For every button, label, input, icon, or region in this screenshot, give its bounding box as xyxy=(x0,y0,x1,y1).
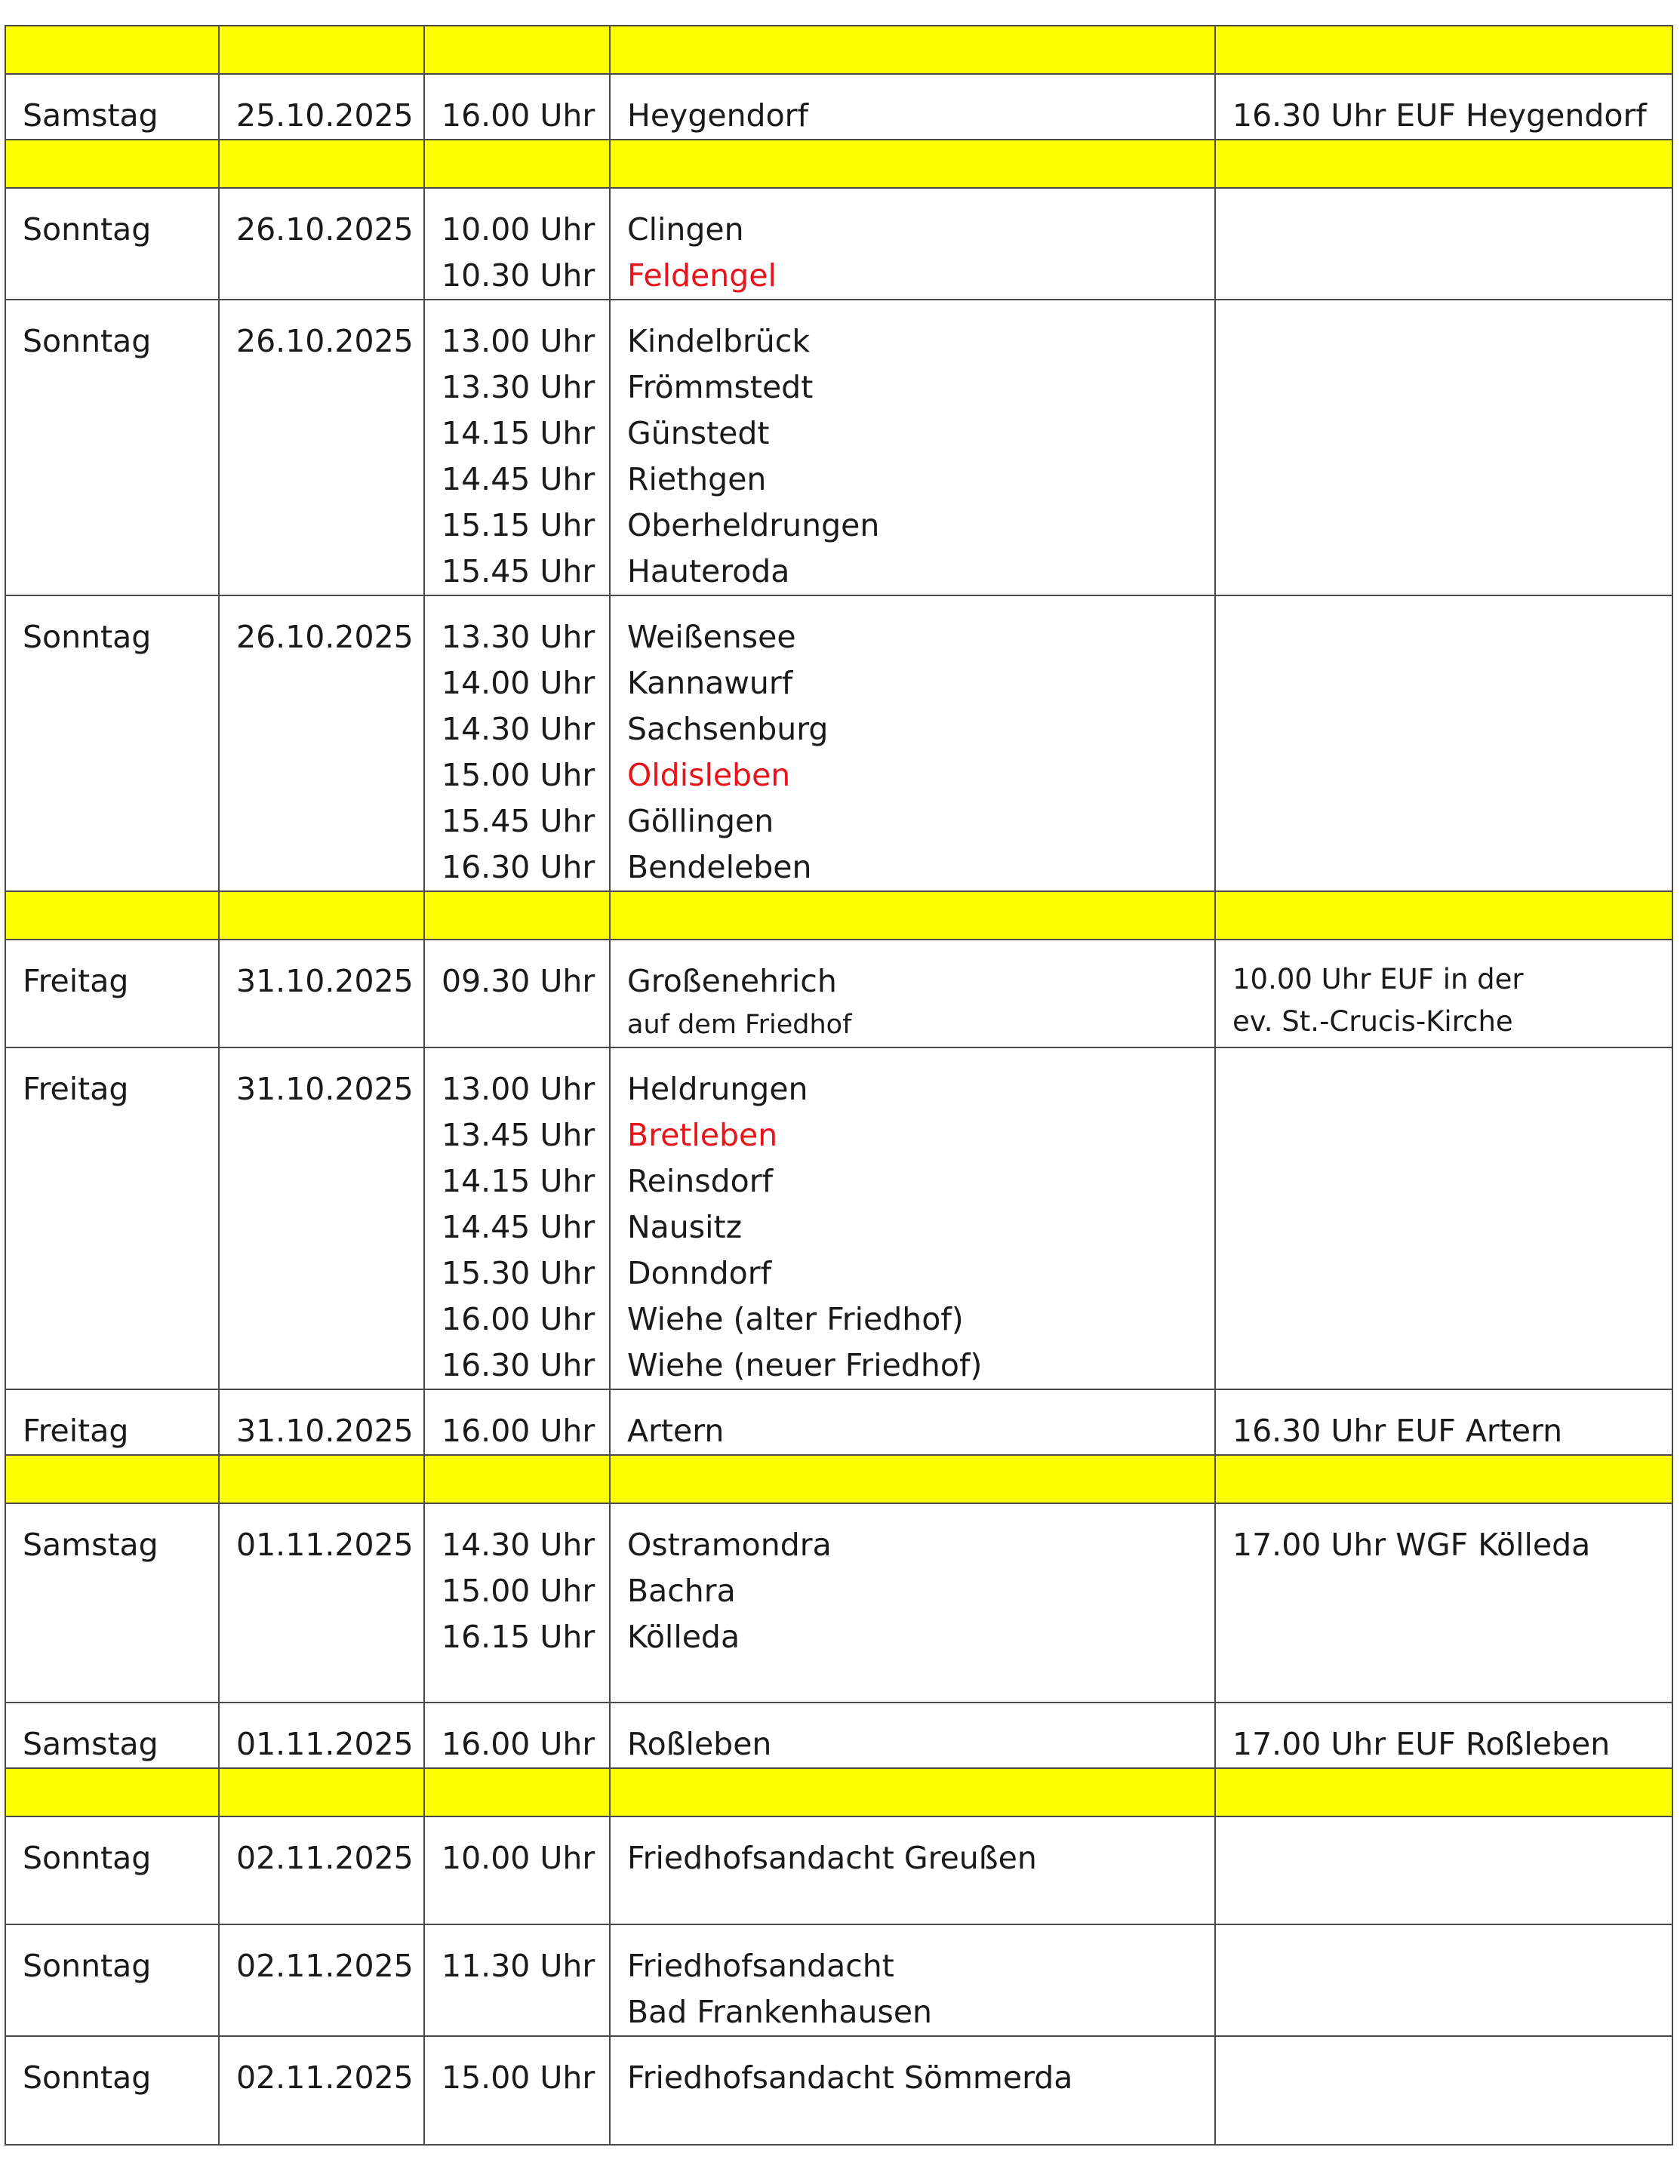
stop-time: 14.15 Uhr xyxy=(442,415,595,451)
place-cell xyxy=(610,1047,1215,1389)
stop-place: Hauteroda xyxy=(627,553,790,589)
note-cell xyxy=(1215,1703,1672,1768)
time-cell xyxy=(424,1503,610,1703)
separator-cell xyxy=(1215,891,1672,940)
stop-time: 16.30 Uhr xyxy=(442,849,595,885)
separator-cell xyxy=(610,140,1215,188)
note-cell xyxy=(1215,188,1672,300)
stop-time: 15.00 Uhr xyxy=(442,1573,595,1609)
stop-time: 16.00 Uhr xyxy=(442,97,595,134)
separator-cell xyxy=(219,1455,424,1503)
stop-time: 10.00 Uhr xyxy=(442,1840,595,1876)
separator-cell xyxy=(424,1768,610,1816)
stop-place: Wiehe (alter Friedhof) xyxy=(627,1301,964,1337)
place-cell xyxy=(610,595,1215,891)
separator-cell xyxy=(219,1768,424,1816)
day-cell: Freitag xyxy=(5,1389,219,1455)
stop-time: 10.30 Uhr xyxy=(442,257,595,294)
separator-cell xyxy=(1215,140,1672,188)
time-cell xyxy=(424,1047,610,1389)
stop-time: 13.30 Uhr xyxy=(442,619,595,655)
stop-time: 16.00 Uhr xyxy=(442,1301,595,1337)
stop-place: Ostramondra xyxy=(627,1527,832,1563)
note-line: 17.00 Uhr EUF Roßleben xyxy=(1232,1726,1611,1762)
separator-cell xyxy=(5,1768,219,1816)
place-cell xyxy=(610,300,1215,595)
stop-place: Bachra xyxy=(627,1573,736,1609)
stop-time: 16.00 Uhr xyxy=(442,1726,595,1762)
note-cell xyxy=(1215,300,1672,595)
schedule-row xyxy=(5,74,1672,140)
day-cell: Samstag xyxy=(5,74,219,140)
time-cell xyxy=(424,1703,610,1768)
date-cell: 31.10.2025 xyxy=(219,1389,424,1455)
day-cell: Sonntag xyxy=(5,300,219,595)
note-cell xyxy=(1215,1503,1672,1703)
day-cell: Samstag xyxy=(5,1703,219,1768)
schedule-row xyxy=(5,940,1672,1047)
stop-place: Frömmstedt xyxy=(627,369,814,405)
place-cell xyxy=(610,74,1215,140)
time-cell xyxy=(424,1924,610,2036)
note-cell xyxy=(1215,74,1672,140)
stop-place: Bendeleben xyxy=(627,849,812,885)
schedule-table xyxy=(5,25,1673,2146)
place-cell xyxy=(610,2036,1215,2145)
schedule-row xyxy=(5,188,1672,300)
separator-row xyxy=(5,1768,1672,1816)
stop-time: 16.00 Uhr xyxy=(442,1413,595,1449)
date-cell: 26.10.2025 xyxy=(219,595,424,891)
stop-place: Bad Frankenhausen xyxy=(627,1994,933,2030)
stop-place: Friedhofsandacht Sömmerda xyxy=(627,2059,1073,2096)
stop-place-highlighted: Oldisleben xyxy=(627,757,791,793)
separator-cell xyxy=(424,26,610,74)
time-cell xyxy=(424,595,610,891)
schedule-row xyxy=(5,300,1672,595)
stop-time: 13.30 Uhr xyxy=(442,369,595,405)
stop-time: 15.00 Uhr xyxy=(442,757,595,793)
note-line: 16.30 Uhr EUF Artern xyxy=(1232,1413,1563,1449)
time-cell xyxy=(424,1816,610,1924)
separator-row xyxy=(5,26,1672,74)
stop-time: 13.00 Uhr xyxy=(442,323,595,359)
separator-cell xyxy=(1215,1768,1672,1816)
stop-time: 16.15 Uhr xyxy=(442,1619,595,1655)
stop-place: Friedhofsandacht xyxy=(627,1948,894,1984)
stop-time: 13.00 Uhr xyxy=(442,1071,595,1107)
separator-cell xyxy=(5,1455,219,1503)
place-cell xyxy=(610,1816,1215,1924)
day-cell: Sonntag xyxy=(5,2036,219,2145)
stop-time: 15.30 Uhr xyxy=(442,1255,595,1291)
separator-cell xyxy=(5,891,219,940)
stop-time: 14.45 Uhr xyxy=(442,461,595,497)
note-cell xyxy=(1215,940,1672,1047)
separator-cell xyxy=(424,1455,610,1503)
place-cell xyxy=(610,1503,1215,1703)
separator-cell xyxy=(610,891,1215,940)
stop-place: Heldrungen xyxy=(627,1071,808,1107)
separator-row xyxy=(5,140,1672,188)
separator-cell xyxy=(219,26,424,74)
stop-place: Großenehrich xyxy=(627,963,837,999)
separator-row xyxy=(5,1455,1672,1503)
note-cell xyxy=(1215,1924,1672,2036)
schedule-row xyxy=(5,1816,1672,1924)
stop-time xyxy=(442,1989,609,2035)
stop-place: Heygendorf xyxy=(627,97,808,134)
schedule-body xyxy=(5,26,1672,2145)
stop-time: 16.30 Uhr xyxy=(442,1347,595,1383)
day-cell: Sonntag xyxy=(5,188,219,300)
stop-place: Roßleben xyxy=(627,1726,772,1762)
stop-time: 15.45 Uhr xyxy=(442,553,595,589)
separator-cell xyxy=(5,26,219,74)
place-cell xyxy=(610,188,1215,300)
schedule-row xyxy=(5,1047,1672,1389)
note-cell xyxy=(1215,2036,1672,2145)
stop-place: Wiehe (neuer Friedhof) xyxy=(627,1347,983,1383)
separator-cell xyxy=(424,140,610,188)
stop-place: Günstedt xyxy=(627,415,770,451)
date-cell: 31.10.2025 xyxy=(219,1047,424,1389)
separator-cell xyxy=(610,1768,1215,1816)
place-cell xyxy=(610,1924,1215,2036)
stop-place-subtitle: auf dem Friedhof xyxy=(627,1010,852,1040)
day-cell: Sonntag xyxy=(5,1924,219,2036)
stop-place: Sachsenburg xyxy=(627,711,829,747)
place-cell xyxy=(610,1703,1215,1768)
schedule-row xyxy=(5,1924,1672,2036)
day-cell: Sonntag xyxy=(5,1816,219,1924)
stop-time: 15.45 Uhr xyxy=(442,803,595,839)
stop-place-highlighted: Feldengel xyxy=(627,257,777,294)
stop-place-highlighted: Bretleben xyxy=(627,1117,778,1153)
separator-cell xyxy=(610,1455,1215,1503)
stop-time: 14.30 Uhr xyxy=(442,711,595,747)
separator-cell xyxy=(219,891,424,940)
time-cell xyxy=(424,940,610,1047)
day-cell: Freitag xyxy=(5,1047,219,1389)
schedule-row xyxy=(5,1703,1672,1768)
date-cell: 01.11.2025 xyxy=(219,1703,424,1768)
date-cell: 26.10.2025 xyxy=(219,188,424,300)
stop-time: 14.15 Uhr xyxy=(442,1163,595,1199)
note-cell xyxy=(1215,1816,1672,1924)
stop-time: 14.45 Uhr xyxy=(442,1209,595,1245)
stop-time: 15.00 Uhr xyxy=(442,2059,595,2096)
note-cell xyxy=(1215,1389,1672,1455)
stop-time: 14.00 Uhr xyxy=(442,665,595,701)
separator-cell xyxy=(424,891,610,940)
day-cell: Sonntag xyxy=(5,595,219,891)
stop-time: 10.00 Uhr xyxy=(442,211,595,248)
note-line: ev. St.-Crucis-Kirche xyxy=(1232,1005,1513,1038)
stop-place: Donndorf xyxy=(627,1255,772,1291)
stop-place: Nausitz xyxy=(627,1209,743,1245)
schedule-row xyxy=(5,2036,1672,2145)
note-cell xyxy=(1215,1047,1672,1389)
stop-place: Artern xyxy=(627,1413,725,1449)
separator-cell xyxy=(219,140,424,188)
date-cell: 26.10.2025 xyxy=(219,300,424,595)
stop-place: Oberheldrungen xyxy=(627,507,880,543)
schedule-row xyxy=(5,1389,1672,1455)
place-cell xyxy=(610,1389,1215,1455)
stop-place: Reinsdorf xyxy=(627,1163,774,1199)
stop-place: Kölleda xyxy=(627,1619,740,1655)
date-cell: 25.10.2025 xyxy=(219,74,424,140)
separator-cell xyxy=(610,26,1215,74)
stop-time: 11.30 Uhr xyxy=(442,1948,595,1984)
note-cell xyxy=(1215,595,1672,891)
stop-place: Kannawurf xyxy=(627,665,793,701)
time-cell xyxy=(424,74,610,140)
place-cell xyxy=(610,940,1215,1047)
schedule-row xyxy=(5,595,1672,891)
date-cell: 31.10.2025 xyxy=(219,940,424,1047)
stop-time: 14.30 Uhr xyxy=(442,1527,595,1563)
stop-time: 09.30 Uhr xyxy=(442,963,595,999)
date-cell: 02.11.2025 xyxy=(219,1816,424,1924)
time-cell xyxy=(424,300,610,595)
date-cell: 02.11.2025 xyxy=(219,1924,424,2036)
schedule-row xyxy=(5,1503,1672,1703)
day-cell: Samstag xyxy=(5,1503,219,1703)
stop-place: Clingen xyxy=(627,211,744,248)
stop-place: Riethgen xyxy=(627,461,767,497)
separator-cell xyxy=(1215,26,1672,74)
note-line: 16.30 Uhr EUF Heygendorf xyxy=(1232,97,1647,134)
note-line: 17.00 Uhr WGF Kölleda xyxy=(1232,1527,1591,1563)
stop-time: 13.45 Uhr xyxy=(442,1117,595,1153)
time-cell xyxy=(424,1389,610,1455)
separator-row xyxy=(5,891,1672,940)
note-line: 10.00 Uhr EUF in der xyxy=(1232,963,1524,995)
time-cell xyxy=(424,188,610,300)
stop-place: Kindelbrück xyxy=(627,323,811,359)
day-cell: Freitag xyxy=(5,940,219,1047)
stop-time: 15.15 Uhr xyxy=(442,507,595,543)
date-cell: 02.11.2025 xyxy=(219,2036,424,2145)
separator-cell xyxy=(5,140,219,188)
time-cell xyxy=(424,2036,610,2145)
separator-cell xyxy=(1215,1455,1672,1503)
stop-place: Friedhofsandacht Greußen xyxy=(627,1840,1037,1876)
stop-place: Göllingen xyxy=(627,803,774,839)
date-cell: 01.11.2025 xyxy=(219,1503,424,1703)
stop-place: Weißensee xyxy=(627,619,796,655)
